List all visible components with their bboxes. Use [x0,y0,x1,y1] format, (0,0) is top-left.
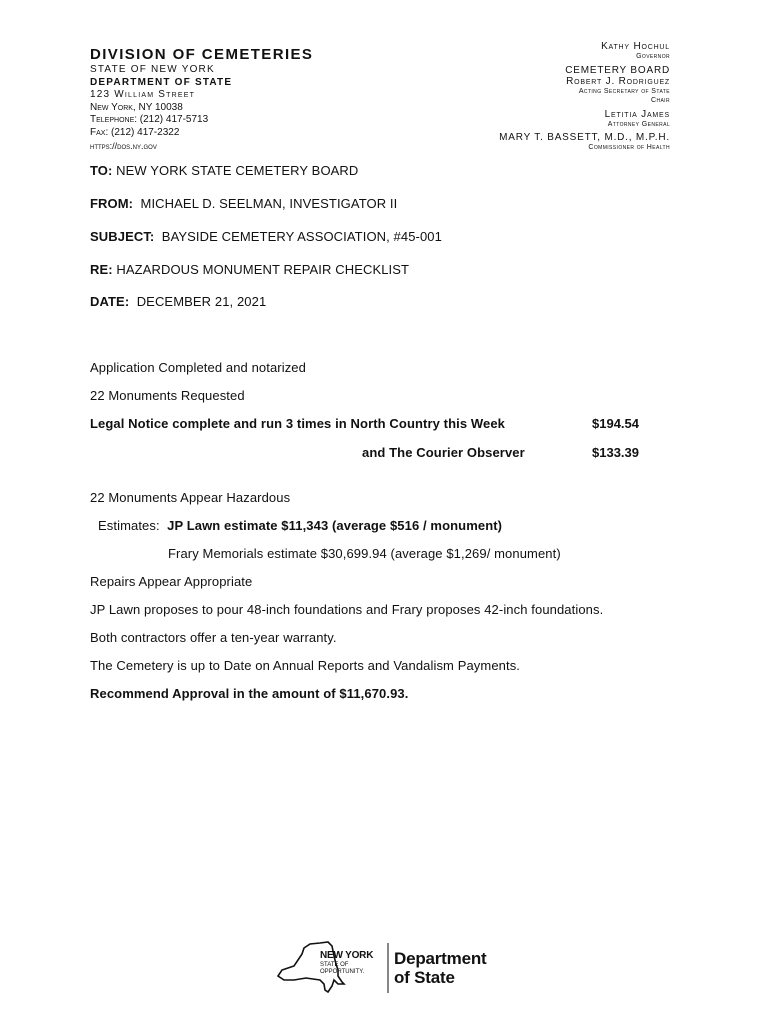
warranty-line: Both contractors offer a ten-year warranty. [90,630,337,645]
recommend-line: Recommend Approval in the amount of $11,670.93. [90,686,409,701]
foundations-line: JP Lawn proposes to pour 48-inch foundations and Frary proposes 42-inch foundations. [90,602,604,617]
estimates-label: Estimates: [98,518,160,533]
requested-line: 22 Monuments Requested [90,388,245,403]
legal-notice-line: Legal Notice complete and run 3 times in North Country this Week [90,416,506,431]
officials-block [499,41,670,152]
estimates-line [98,518,502,533]
cemetery-board: CEMETERY BOARD [565,65,670,76]
memo-subject [90,229,442,244]
legal-amount-2: $133.39 [592,445,639,460]
health-title: Commissioner of Health [588,144,670,151]
secretary-name: Robert J. Rodriguez [566,76,670,87]
application-line: Application Completed and notarized [90,360,306,375]
logo-new-york: NEW YORK [320,950,374,961]
re-value: HAZARDOUS MONUMENT REPAIR CHECKLIST [112,262,410,277]
website-line: https://dos.ny.gov [90,140,157,151]
memo-re [90,262,409,277]
chair-title: Chair [650,97,670,104]
legal-amount-1: $194.54 [592,416,639,431]
repairs-line: Repairs Appear Appropriate [90,574,253,589]
date-label: DATE: [90,294,130,309]
to-value: NEW YORK STATE CEMETERY BOARD [112,163,359,178]
ag-title: Attorney General [607,121,670,128]
logo-state-of: STATE OF [320,962,349,968]
fax-line: Fax: (212) 417-2322 [90,126,180,138]
subject-value: BAYSIDE CEMETERY ASSOCIATION, #45-001 [154,229,442,244]
re-label: RE: [90,262,113,277]
memo-date [90,294,266,309]
to-label: TO: [90,163,113,178]
subject-label: SUBJECT: [90,229,155,244]
state-line: STATE OF NEW YORK [90,64,215,75]
logo-department: Department [394,949,487,968]
letterhead-address [90,64,232,152]
secretary-title: Acting Secretary of State [578,88,670,95]
city-line: New York, NY 10038 [90,101,183,113]
from-label: FROM: [90,196,134,211]
governor-name: Kathy Hochul [601,41,670,52]
department-line: DEPARTMENT OF STATE [90,76,233,88]
date-value: DECEMBER 21, 2021 [129,294,267,309]
reports-line: The Cemetery is up to Date on Annual Reports and Vandalism Payments. [90,658,521,673]
logo-of-state: of State [394,968,455,987]
jp-estimate: JP Lawn estimate $11,343 (average $516 / monument) [167,518,503,533]
street-line: 123 William Street [90,89,196,101]
logo-opportunity: OPPORTUNITY. [320,969,365,975]
nys-department-of-state-logo [276,940,506,996]
division-title: DIVISION OF CEMETERIES [90,46,314,63]
ag-name: Letitia James [604,109,670,120]
courier-line: and The Courier Observer [362,445,525,460]
governor-title: Governor [636,53,670,60]
health-name: MARY T. BASSETT, M.D., M.P.H. [499,132,670,143]
hazardous-line: 22 Monuments Appear Hazardous [90,490,291,505]
frary-estimate: Frary Memorials estimate $30,699.94 (average $1,269/ monument) [168,546,561,561]
memo-to [90,163,358,178]
memo-from [90,196,397,211]
telephone-line: Telephone: (212) 417-5713 [90,114,209,126]
from-value: MICHAEL D. SEELMAN, INVESTIGATOR II [133,196,398,211]
